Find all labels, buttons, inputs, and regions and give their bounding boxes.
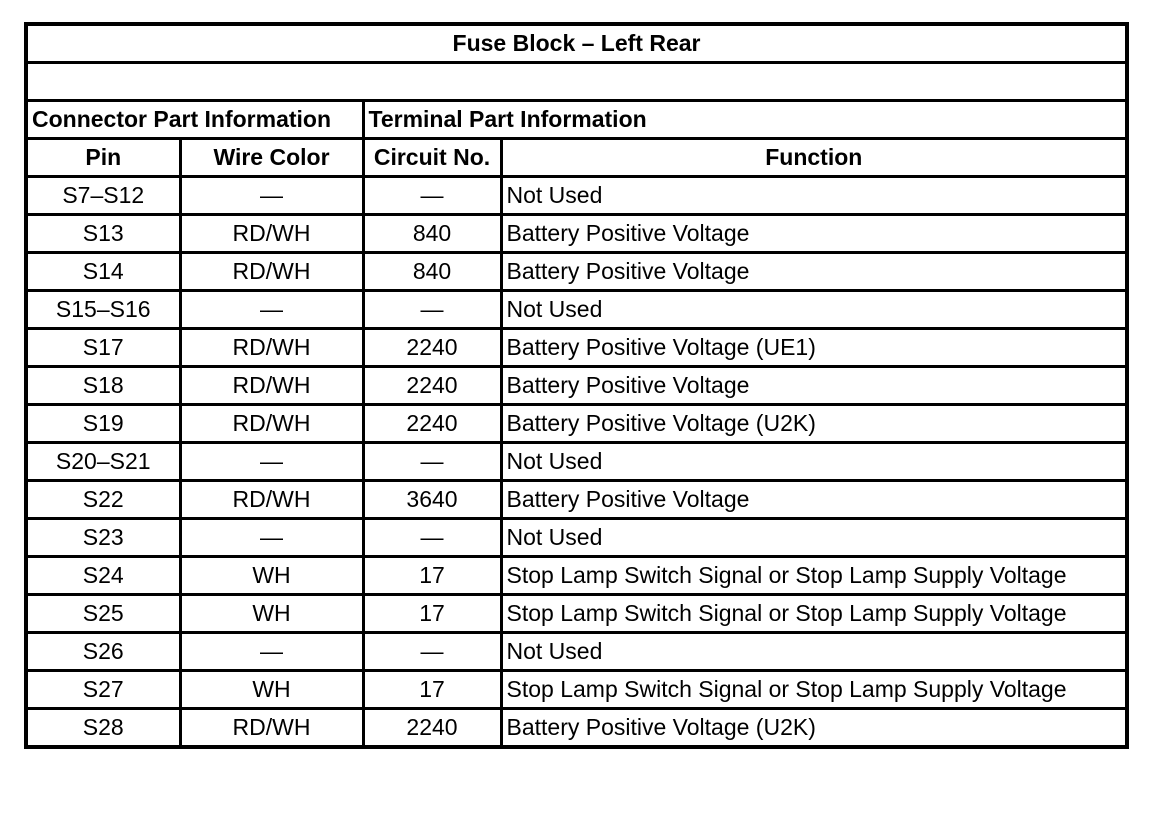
table-row [26,443,1127,481]
pin-cell: S18 [26,367,180,405]
function-cell: Battery Positive Voltage (UE1) [501,329,1127,367]
wire-color-cell: — [180,291,363,329]
pin-cell: S26 [26,633,180,671]
wire-color-cell: — [180,519,363,557]
pin-cell: S25 [26,595,180,633]
wire-color-cell: RD/WH [180,253,363,291]
pin-cell: S17 [26,329,180,367]
terminal-part-info-heading: Terminal Part Information [363,101,1127,139]
function-cell: Not Used [501,291,1127,329]
pin-cell: S24 [26,557,180,595]
circuit-number-cell: 2240 [363,405,501,443]
function-cell: Not Used [501,519,1127,557]
table-row [26,519,1127,557]
table-row [26,253,1127,291]
wire-color-cell: RD/WH [180,367,363,405]
wire-color-cell: RD/WH [180,481,363,519]
table-row [26,481,1127,519]
circuit-number-cell: 2240 [363,709,501,748]
pin-cell: S27 [26,671,180,709]
pin-cell: S15–S16 [26,291,180,329]
pin-header: Pin [26,139,180,177]
function-cell: Battery Positive Voltage (U2K) [501,709,1127,748]
connector-part-info-heading: Connector Part Information [26,101,363,139]
pin-cell: S22 [26,481,180,519]
pin-cell: S19 [26,405,180,443]
pin-cell: S14 [26,253,180,291]
function-cell: Stop Lamp Switch Signal or Stop Lamp Supply Voltage [501,557,1127,595]
circuit-number-cell: 2240 [363,367,501,405]
table-row [26,595,1127,633]
wire-color-cell: WH [180,595,363,633]
circuit-number-cell: 840 [363,253,501,291]
title-row [26,24,1127,63]
wire-color-cell: — [180,177,363,215]
wire-color-cell: RD/WH [180,329,363,367]
circuit-number-cell: 17 [363,671,501,709]
table-row [26,291,1127,329]
table-row [26,405,1127,443]
table-row [26,215,1127,253]
table-row [26,709,1127,748]
wire-color-cell: RD/WH [180,709,363,748]
table-row [26,557,1127,595]
function-cell: Not Used [501,633,1127,671]
pin-cell: S28 [26,709,180,748]
circuit-number-cell: — [363,177,501,215]
function-cell: Battery Positive Voltage [501,367,1127,405]
pin-cell: S23 [26,519,180,557]
function-cell: Stop Lamp Switch Signal or Stop Lamp Supply Voltage [501,595,1127,633]
pin-cell: S20–S21 [26,443,180,481]
circuit-number-cell: — [363,633,501,671]
blank-cell [26,63,1127,101]
wire-color-cell: RD/WH [180,215,363,253]
table-row [26,633,1127,671]
table-row [26,329,1127,367]
function-cell: Not Used [501,443,1127,481]
function-cell: Battery Positive Voltage [501,215,1127,253]
function-cell: Stop Lamp Switch Signal or Stop Lamp Supply Voltage [501,671,1127,709]
circuit-number-cell: 3640 [363,481,501,519]
function-cell: Battery Positive Voltage (U2K) [501,405,1127,443]
wire-color-cell: WH [180,557,363,595]
circuit-number-cell: — [363,519,501,557]
wire-color-cell: — [180,633,363,671]
wire-color-cell: WH [180,671,363,709]
pin-cell: S7–S12 [26,177,180,215]
section-row [26,101,1127,139]
table-body [26,24,1127,747]
circuit-number-cell: 17 [363,595,501,633]
circuit-number-cell: — [363,443,501,481]
fuse-block-table [24,22,1129,749]
function-cell: Battery Positive Voltage [501,481,1127,519]
pin-cell: S13 [26,215,180,253]
circuit-number-cell: 840 [363,215,501,253]
column-header-row [26,139,1127,177]
table-title: Fuse Block – Left Rear [26,24,1127,63]
table-row [26,671,1127,709]
function-cell: Battery Positive Voltage [501,253,1127,291]
table-row [26,367,1127,405]
circuit-number-cell: — [363,291,501,329]
function-header: Function [501,139,1127,177]
wire-color-cell: — [180,443,363,481]
blank-row [26,63,1127,101]
wire-color-header: Wire Color [180,139,363,177]
wire-color-cell: RD/WH [180,405,363,443]
table-row [26,177,1127,215]
circuit-number-cell: 2240 [363,329,501,367]
circuit-number-header: Circuit No. [363,139,501,177]
function-cell: Not Used [501,177,1127,215]
circuit-number-cell: 17 [363,557,501,595]
